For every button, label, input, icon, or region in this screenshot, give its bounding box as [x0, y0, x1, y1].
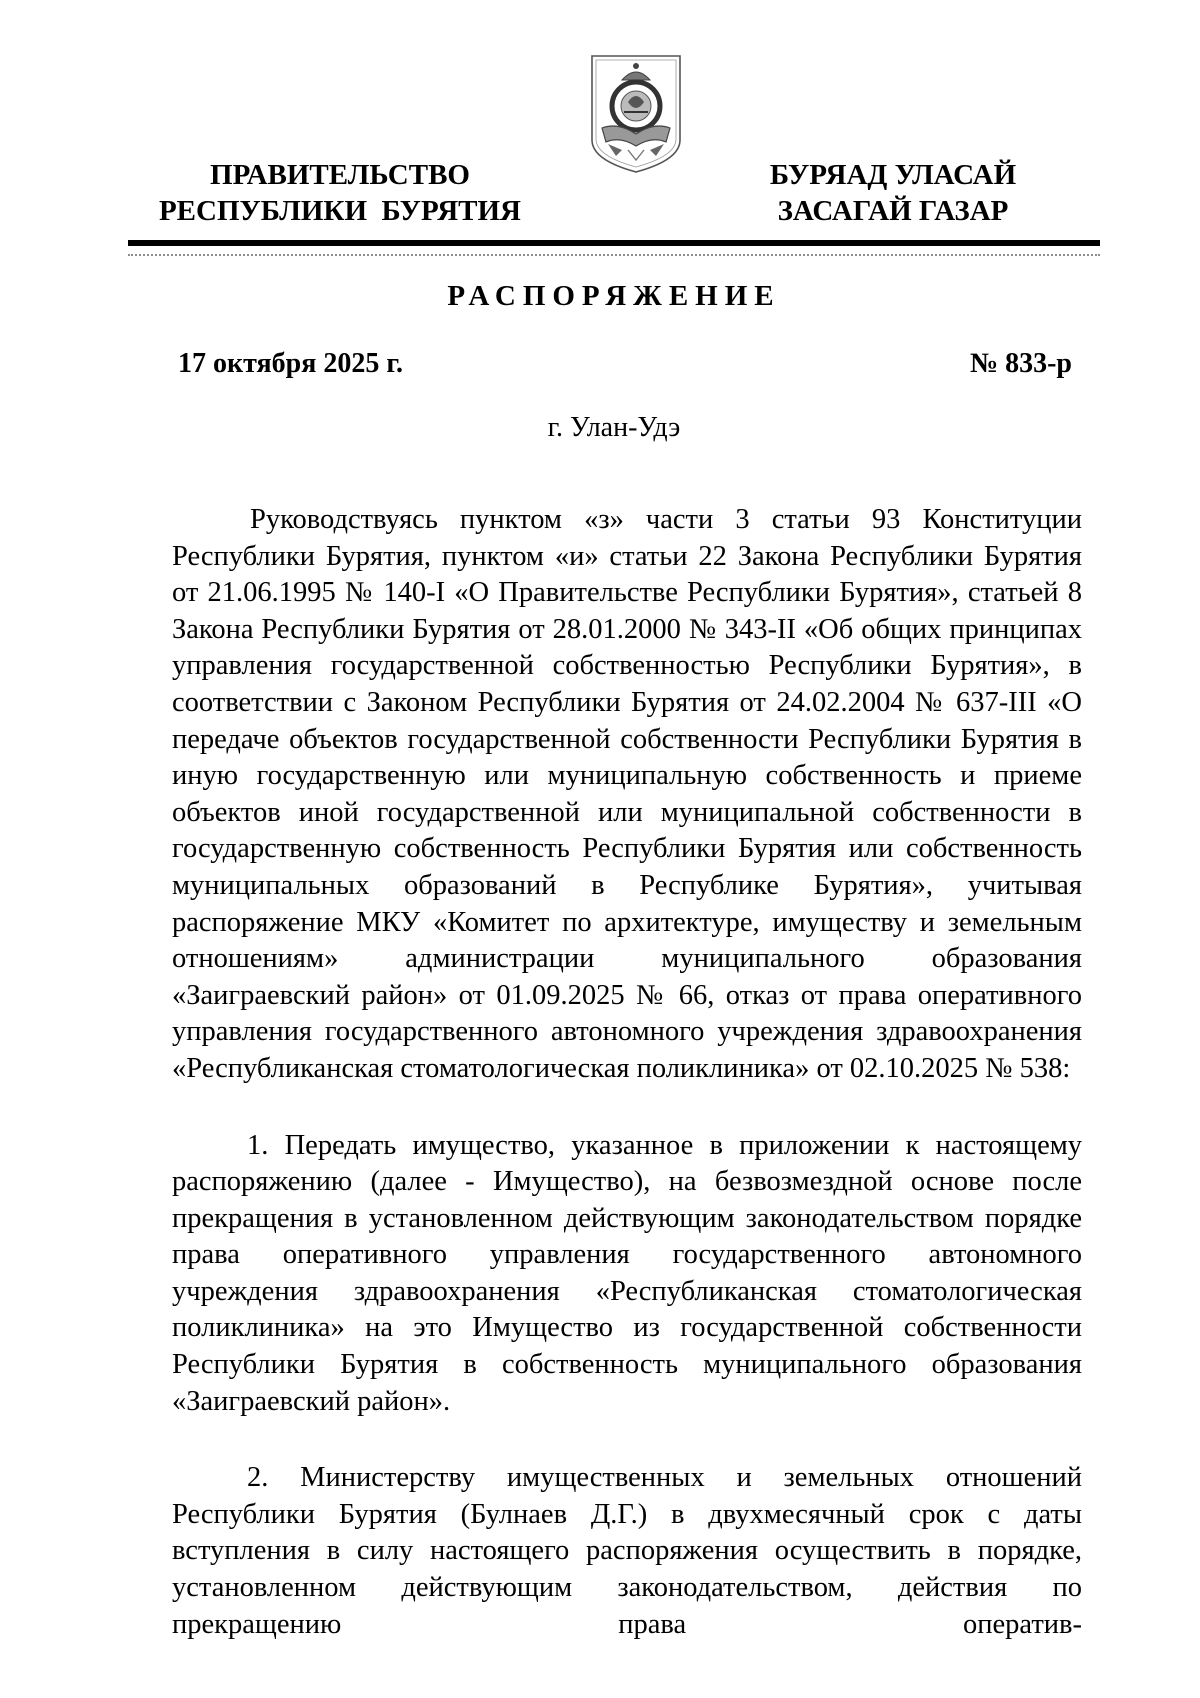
- preamble-paragraph: Руководствуясь пунктом «з» части 3 статьи 93 Конституции Республики Бурятия, пунктом «и» статьи 22 Закона Республики Бурятия от 21.06.1995 № 140-I «О Правительстве Республики Бурятия», статьей 8 Закона Республики Бурятия от 28.01.2000 № 343-II «Об общих принципах управления государственной собственностью Республики Бурятия», в соответствии с Законом Республики Бурятия от 24.02.2004 № 637-III «О передаче объектов государственной собственности Республики Бурятия в иную государственную или муниципальную собственность и приеме объектов иной государственной или муниципальной собственности в государственную собственность Республики Бурятия или собственность муниципальных образований в Республике Бурятия», учитывая распоряжение МКУ «Комитет по архитектуре, имуществу и земельным отношениям» администрации муниципального образования «Заиграевский район» от 01.09.2025 № 66, отказ от права оперативного управления государственного автономного учреждения здравоохранения «Республиканская стоматологическая поликлиника» от 02.10.2025 № 538:: [172, 504, 1082, 1084]
- government-name-buryat-line1: БУРЯАД УЛАСАЙ: [769, 159, 1017, 191]
- document-body: [172, 502, 1082, 1643]
- government-name-buryat-line2: ЗАСАГАЙ ГАЗАР: [777, 195, 1009, 227]
- header-divider-thick: [128, 240, 1100, 246]
- header-divider-thin: [128, 254, 1100, 256]
- government-name-russian: [150, 157, 530, 229]
- item-1-paragraph: 1. Передать имущество, указанное в приложении к настоящему распоряжению (далее - Имущество), на безвозмездной основе после прекращения в установленном действующим законодательством порядке права оперативного управления государственного автономного учреждения здравоохранения «Республиканская стоматологическая поликлиника» на это Имущество из государственной собственности Республики Бурятия в собственность муниципального образования «Заиграевский район».: [172, 1129, 1082, 1417]
- item-2-paragraph: 2. Министерству имущественных и земельных отношений Республики Бурятия (Булнаев Д.Г.) в двухмесячный срок с даты вступления в силу настоящего распоряжения осуществить в порядке, установленном действующим законодательством, действия по прекращению права оператив-: [172, 1462, 1082, 1640]
- document-city: г. Улан-Удэ: [547, 412, 681, 443]
- government-name-buryat: [740, 157, 1046, 229]
- government-name-line1: ПРАВИТЕЛЬСТВО: [210, 159, 470, 191]
- document-date: 17 октября 2025 г.: [178, 348, 403, 379]
- government-name-line2: РЕСПУБЛИКИ БУРЯТИЯ: [158, 195, 522, 227]
- coat-of-arms-icon: [588, 52, 684, 174]
- document-number: № 833-р: [969, 348, 1072, 379]
- document-title: РАСПОРЯЖЕНИЕ: [447, 280, 781, 312]
